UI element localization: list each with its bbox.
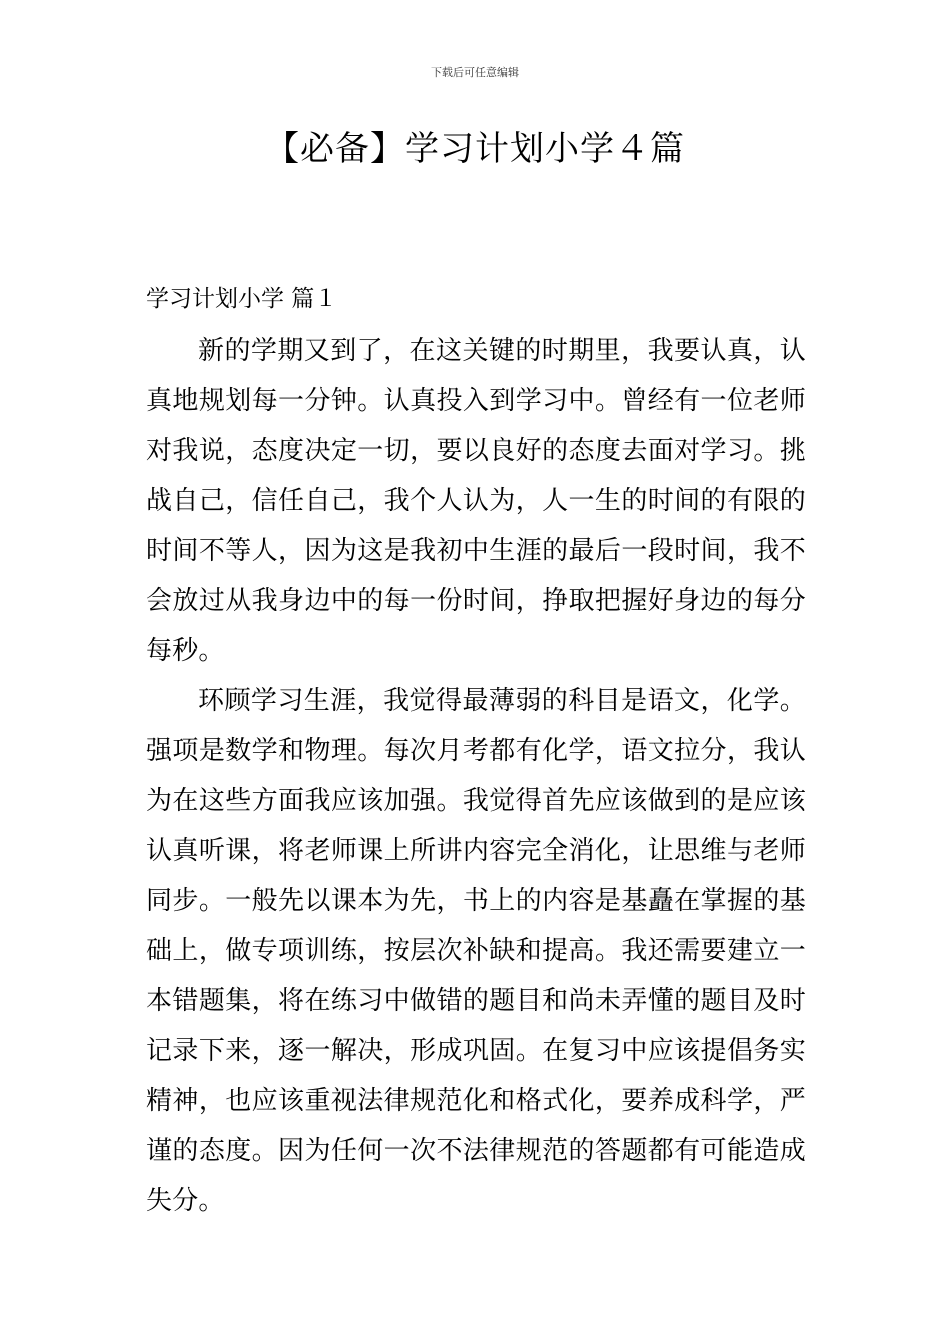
paragraph-1: 新的学期又到了，在这关键的时期里，我要认真，认真地规划每一分钟。认真投入到学习中。曾经有一位老师对我说，态度决定一切，要以良好的态度去面对学习。挑战自己，信任自己，我个人认为，人一生的时间的有限的时间不等人，因为这是我初中生涯的最后一段时间，我不会放过从我身边中的每一份时间，挣取把握好身边的每分每秒。 (146, 336, 806, 666)
paragraph-2: 环顾学习生涯，我觉得最薄弱的科目是语文，化学。强项是数学和物理。每次月考都有化学，语文拉分，我认为在这些方面我应该加强。我觉得首先应该做到的是应该认真听课，将老师课上所讲内容完全消化，让思维与老师同步。一般先以课本为先，书上的内容是基矗在掌握的基础上，做专项训练，按层次补缺和提高。我还需要建立一本错题集，将在练习中做错的题目和尚未弄懂的题目及时记录下来，逐一解决，形成巩固。在复习中应该提倡务实精神，也应该重视法律规范化和格式化，要养成科学，严谨的态度。因为任何一次不法律规范的答题都有可能造成失分。 (146, 686, 806, 1216)
body-text (146, 326, 806, 1226)
section-heading: 学习计划小学 篇１ (146, 286, 338, 312)
download-note: 下载后可任意编辑 (431, 66, 519, 79)
document-title: 【必备】学习计划小学４篇 (265, 129, 685, 169)
